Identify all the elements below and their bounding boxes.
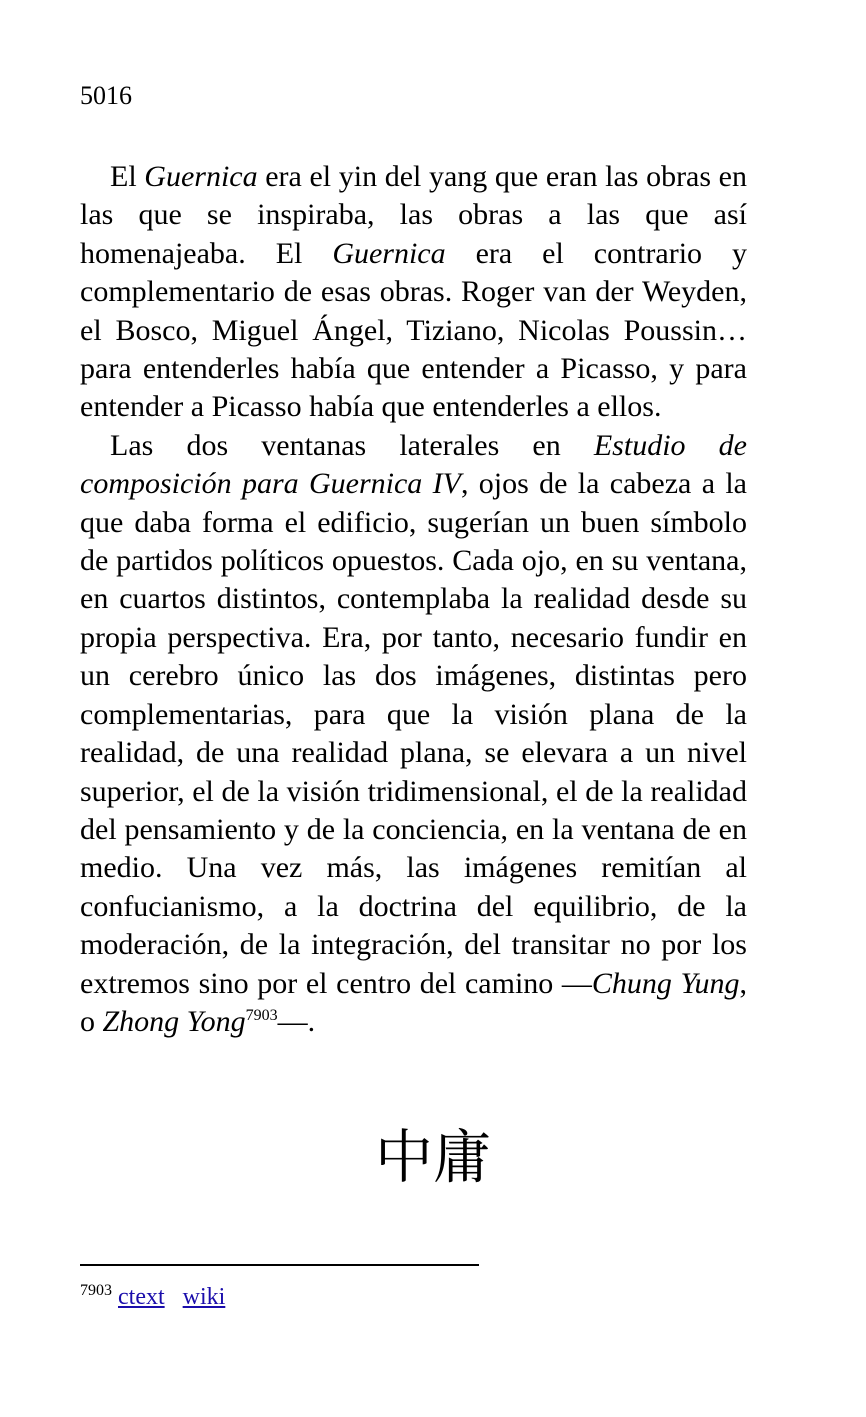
paragraph-2-text-1: Las dos ventanas laterales en [110,428,594,462]
body-text [80,158,747,1041]
paragraph-1 [80,158,747,427]
paragraph-2-italic-3: Zhong Yong [102,1004,246,1038]
chinese-characters: 中庸 [374,1123,491,1191]
paragraph-1-italic-1: Guernica [144,160,258,193]
page-number: 5016 [80,81,132,110]
paragraph-2-text-4: —. [277,1004,316,1038]
wiki-link[interactable]: wiki [182,1284,226,1310]
paragraph-2-text-2: , ojos de la cabeza a la que daba forma el edificio, sugerían un buen símbolo de partidos políticos opuestos. Cada ojo, en su ventana, en cuartos distintos, contemplaba la realidad desde su propia perspectiva. Era, por tanto, necesario fundir en un cerebro único las dos imágenes, distintas pero complementarias, para que la visión plana de la realidad, de una realidad plana, se elevara a un nivel superior, el de la visión tridimensional, el de la realidad del pensamiento y de la conciencia, en la ventana de en medio. Una vez más, las imágenes remitían al confucianismo, a la doctrina del equilibrio, de la moderación, de la integración, del transitar no por los extremos sino por el centro del camino — [80,467,747,1000]
paragraph-2-text-3: , o [80,966,747,1038]
paragraph-2-italic-1: Estudio de composición para Guernica IV [80,428,747,501]
paragraph-1-text-3: era el contrario y complementario de esas obras. Roger van der Weyden, el Bosco, Miguel Ángel, Tiziano, Nicolas Poussin… para entenderles había que entender a Picasso, y para entender a Picasso había que entenderles a ellos. [80,236,747,424]
paragraph-1-text-1: El [110,160,145,193]
paragraph-1-text-2: era el yin del yang que eran las obras en las que se inspiraba, las obras a las que así homenajeaba. El [80,160,747,270]
ctext-link[interactable]: ctext [118,1284,165,1310]
footnote [80,1280,237,1314]
paragraph-1-italic-2: Guernica [332,236,446,270]
paragraph-2 [80,427,747,1042]
footnote-reference[interactable]: 7903 [245,1006,278,1024]
footnote-divider [80,1264,479,1266]
footnote-mark: 7903 [80,1282,112,1299]
paragraph-2-italic-2: Chung Yung [591,966,740,1000]
